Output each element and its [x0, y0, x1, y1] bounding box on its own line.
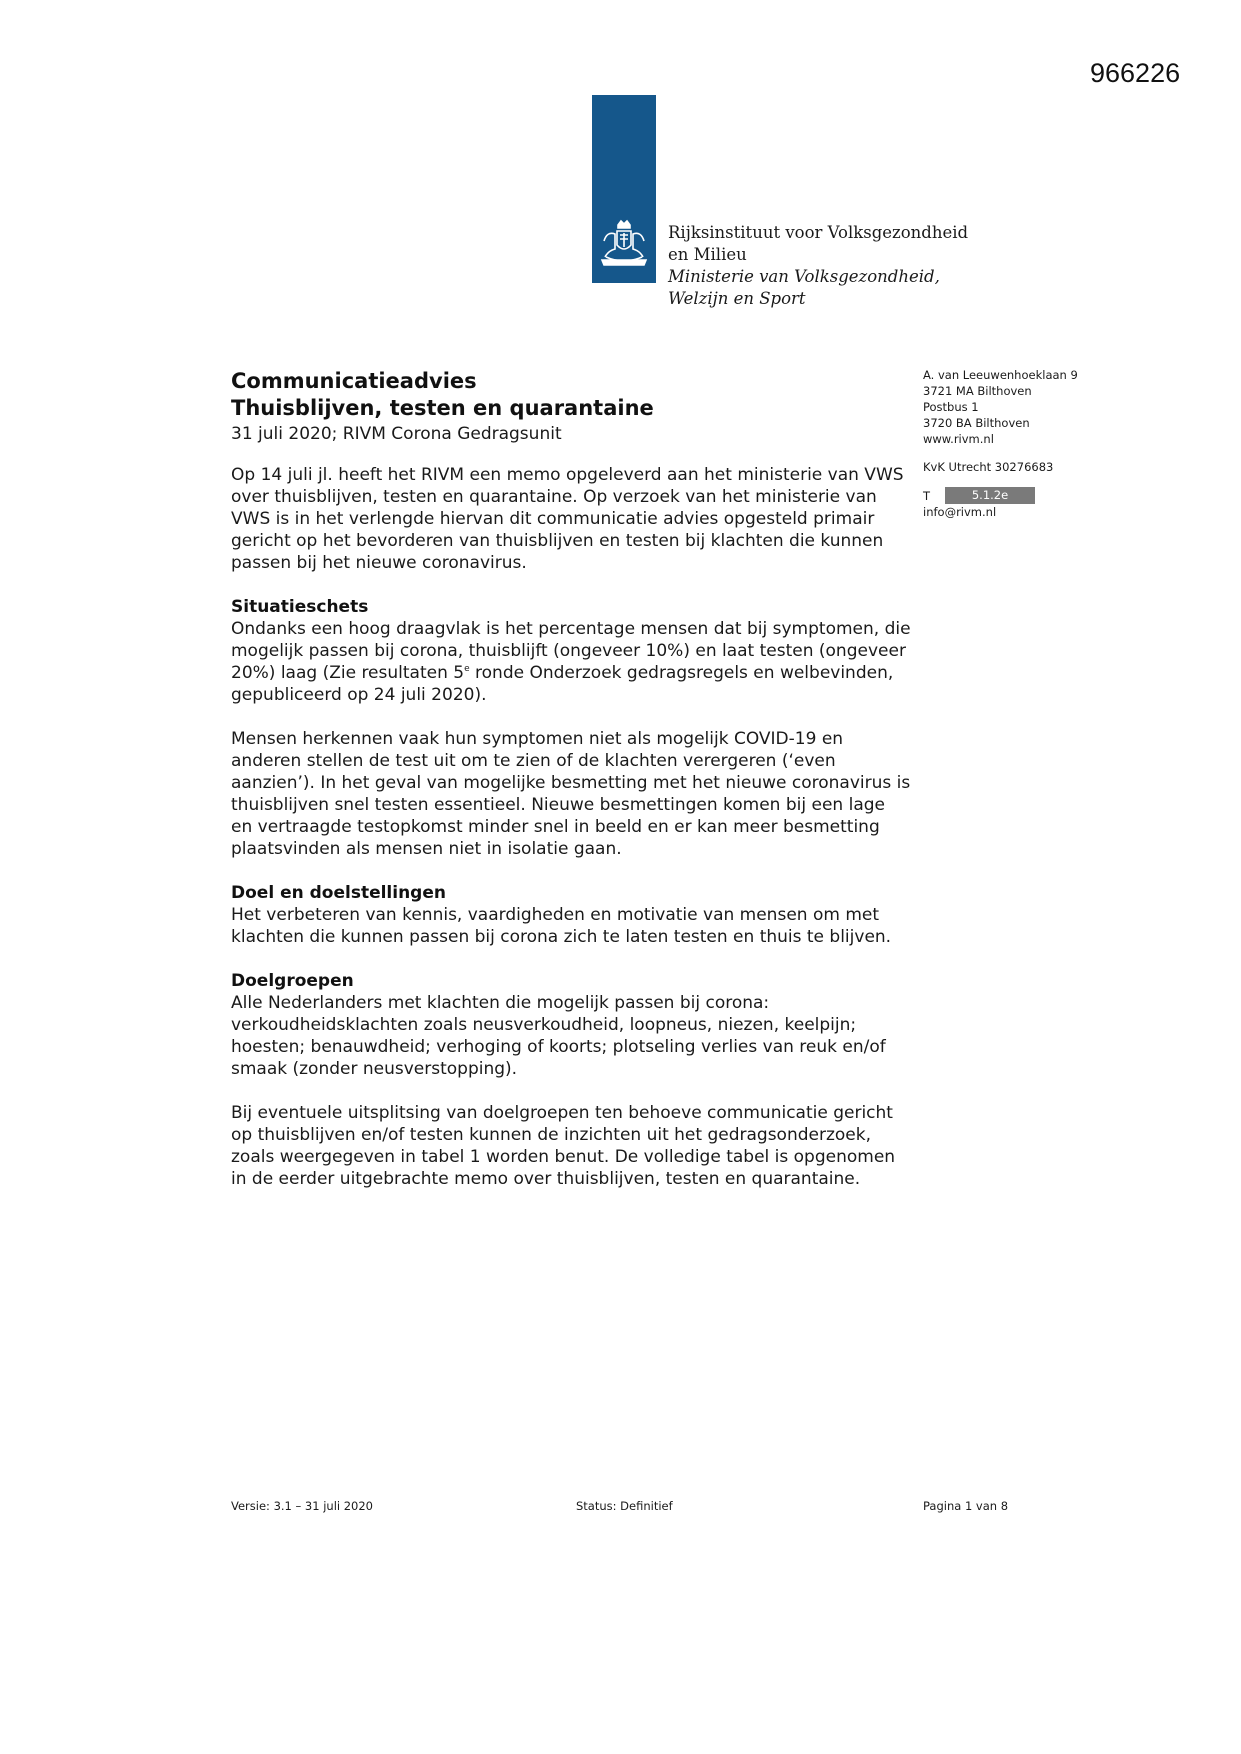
- situatie-paragraph-1: [231, 618, 911, 706]
- footer-status: Status: Definitief: [576, 1499, 673, 1513]
- telephone-label: T: [923, 488, 931, 503]
- doel-paragraph: Het verbeteren van kennis, vaardigheden en motivatie van mensen om met klachten die kunnen passen bij corona zich te laten testen en thuis te blijven.: [231, 905, 892, 947]
- section-heading-situatieschets: Situatieschets: [231, 597, 369, 617]
- document-number: 966226: [1090, 58, 1181, 88]
- section-heading-doelgroepen: Doelgroepen: [231, 971, 354, 991]
- org-line-2: en Milieu: [668, 245, 747, 264]
- intro-paragraph: Op 14 juli jl. heeft het RIVM een memo opgeleverd aan het ministerie van VWS over thuisblijven, testen en quarantaine. Op verzoek van het ministerie van VWS is in het verlengde hiervan dit communicatie advies opgesteld primair gericht op het bevorderen van thuisblijven en testen bij klachten die kunnen passen bij het nieuwe coronavirus.: [231, 465, 904, 573]
- doelgroepen-paragraph-1: Alle Nederlanders met klachten die mogelijk passen bij corona: verkoudheidsklachten zoals neusverkoudheid, loopneus, niezen, keelpijn; hoesten; benauwdheid; verhoging of koorts; plotseling verlies van reuk en/of smaak (zonder neusverstopping).: [231, 993, 886, 1079]
- document-title-line-2: Thuisblijven, testen en quarantaine: [231, 396, 654, 420]
- address-postbus-postcode: 3720 BA Bilthoven: [923, 416, 1030, 430]
- document-body: [231, 464, 911, 1212]
- telephone-row: [923, 487, 1078, 504]
- website-link[interactable]: www.rivm.nl: [923, 432, 994, 446]
- section-heading-doel: Doel en doelstellingen: [231, 883, 446, 903]
- situatie-text-b: ronde Onderzoek gedragsregels en welbevinden, gepubliceerd op 24 juli 2020).: [231, 663, 894, 705]
- document-subtitle: 31 juli 2020; RIVM Corona Gedragsunit: [231, 424, 562, 444]
- organisation-name: [668, 222, 968, 310]
- address-postbus: Postbus 1: [923, 400, 979, 414]
- ministry-line-1: Ministerie van Volksgezondheid,: [668, 267, 940, 286]
- doelgroepen-paragraph-2: Bij eventuele uitsplitsing van doelgroepen ten behoeve communicatie gericht op thuisblijven en/of testen kunnen de inzichten uit het gedragsonderzoek, zoals weergegeven in tabel 1 worden benut. De volledige tabel is opgenomen in de eerder uitgebrachte memo over thuisblijven, testen en quarantaine.: [231, 1103, 896, 1189]
- contact-sidebar: [923, 367, 1078, 520]
- address-postcode: 3721 MA Bilthoven: [923, 384, 1032, 398]
- ministry-line-2: Welzijn en Sport: [668, 289, 806, 308]
- ordinal-superscript: e: [464, 664, 470, 674]
- org-line-1: Rijksinstituut voor Volksgezondheid: [668, 223, 969, 242]
- email-link[interactable]: info@rivm.nl: [923, 505, 997, 519]
- coat-of-arms-icon: [598, 219, 650, 269]
- situatie-text-a: Ondanks een hoog draagvlak is het percentage mensen dat bij symptomen, die mogelijk passen bij corona, thuisblijft (ongeveer 10%) en laat testen (ongeveer 20%) laag (Zie resultaten 5: [231, 619, 911, 683]
- footer-version: Versie: 3.1 – 31 juli 2020: [231, 1499, 374, 1513]
- rijksoverheid-logo-bar: [592, 95, 656, 283]
- title-block: [231, 368, 654, 445]
- document-title: Communicatieadvies: [231, 369, 477, 393]
- page-footer: [231, 1499, 1016, 1515]
- address-street: A. van Leeuwenhoeklaan 9: [923, 368, 1078, 382]
- redacted-telephone: 5.1.2e: [945, 487, 1035, 504]
- situatie-paragraph-2: Mensen herkennen vaak hun symptomen niet als mogelijk COVID-19 en anderen stellen de test uit om te zien of de klachten verergeren (‘even aanzien’). In het geval van mogelijke besmetting met het nieuwe coronavirus is thuisblijven snel testen essentieel. Nieuwe besmettingen komen bij een lage en vertraagde testopkomst minder snel in beeld en er kan meer besmetting plaatsvinden als mensen niet in isolatie gaan.: [231, 729, 911, 859]
- footer-page-number: Pagina 1 van 8: [923, 1499, 1009, 1513]
- kvk-number: KvK Utrecht 30276683: [923, 460, 1054, 474]
